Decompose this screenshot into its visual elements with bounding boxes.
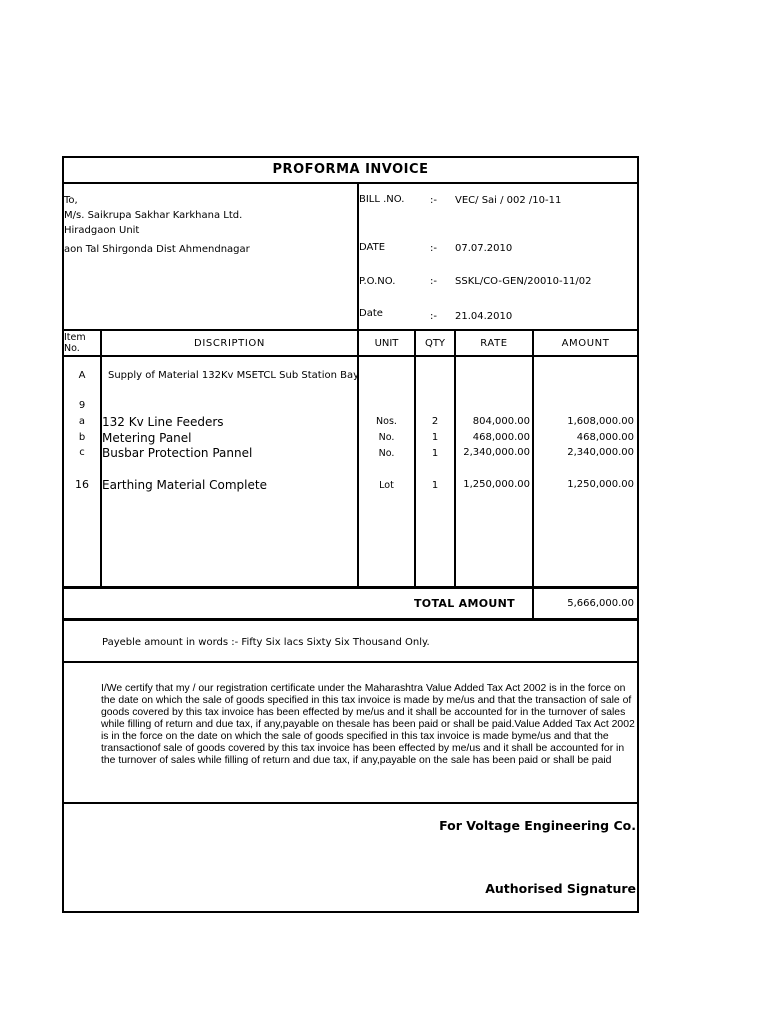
title-divider [62, 182, 639, 184]
border-top [62, 156, 639, 158]
row-description: Busbar Protection Pannel [102, 446, 253, 460]
row-item: 16 [75, 478, 89, 491]
bill-no-value: VEC/ Sai / 002 /10-11 [455, 195, 562, 206]
date-label: DATE [359, 242, 386, 253]
border-bottom [62, 911, 639, 913]
invoice-title: PROFORMA INVOICE [272, 162, 429, 177]
certification-text: I/We certify that my / our registration certificate under the Maharashtra Value Added Tax Act 2002 is in the force on the date on which the sale of goods specified in this tax invoice is made by me/us and that the transaction of sale of goods covered by this tax invoice has been effected by me/us and it shall be accounted for in the turnover of sales while filling of return and due tax, if any,payable on thesale has been paid or shall be paid.Value Added Tax Act 2002 is in the force on the date on which the sale of goods specified in this tax invoice is made byme/us and that the transactionof sale of goods covered by this tax invoice has been effected by me/us and it shall be accounted for in the turnover of sales while filling of return and due tax, if any,payable on the sale has been paid or shall be paid [101, 683, 635, 766]
row-description: 132 Kv Line Feeders [102, 415, 224, 429]
bill-no-sep: :- [430, 195, 437, 206]
row-amount: 468,000.00 [576, 432, 634, 443]
bill-no-label: BILL .NO. [359, 194, 405, 205]
row-description: Earthing Material Complete [102, 478, 267, 492]
row-amount: 1,250,000.00 [567, 479, 634, 490]
header-top-divider [62, 329, 639, 331]
total-bottom-divider [62, 618, 639, 621]
table-bottom-divider [62, 586, 639, 589]
company-signoff: For Voltage Engineering Co. [439, 818, 636, 833]
section-item: A [78, 370, 86, 381]
header-description: DISCRIPTION [194, 338, 265, 349]
header-unit: UNIT [374, 338, 399, 349]
po-no-value: SSKL/CO-GEN/20010-11/02 [455, 276, 592, 287]
row-rate: 1,250,000.00 [463, 479, 530, 490]
customer-address: aon Tal Shirgonda Dist Ahmendnagar [64, 244, 250, 255]
customer-unit: Hiradgaon Unit [64, 225, 140, 236]
border-left [62, 156, 64, 913]
authorised-signature: Authorised Signature [485, 881, 636, 896]
row-unit: No. [378, 432, 395, 443]
row-qty: 1 [431, 480, 439, 491]
col-sep-qty [454, 329, 456, 588]
row-rate: 468,000.00 [472, 432, 530, 443]
header-item-no: Item No. [64, 332, 86, 354]
po-date-label: Date [359, 308, 383, 319]
date-value: 07.07.2010 [455, 243, 513, 254]
row-qty: 2 [431, 416, 439, 427]
header-qty: QTY [424, 338, 446, 349]
border-right [637, 156, 639, 913]
row-rate: 2,340,000.00 [463, 447, 530, 458]
words-bottom-divider [62, 661, 639, 663]
row-description: Metering Panel [102, 431, 192, 445]
row-item: b [78, 432, 86, 443]
total-amount-label: TOTAL AMOUNT [414, 597, 515, 610]
total-amount-value: 5,666,000.00 [567, 598, 634, 609]
row-item: a [78, 416, 86, 427]
po-no-label: P.O.NO. [359, 276, 396, 287]
amount-in-words: Payeble amount in words :- Fifty Six lacs Sixty Six Thousand Only. [102, 637, 430, 648]
row-rate: 804,000.00 [472, 416, 530, 427]
po-no-sep: :- [430, 276, 437, 287]
row-unit: Lot [379, 480, 394, 491]
row-unit: No. [378, 448, 395, 459]
po-date-sep: :- [430, 311, 437, 322]
row-item: c [79, 447, 85, 458]
po-date-value: 21.04.2010 [455, 311, 513, 322]
row-unit: Nos. [376, 416, 397, 427]
cert-bottom-divider [62, 802, 639, 804]
row-amount: 1,608,000.00 [567, 416, 634, 427]
section-description: Supply of Material 132Kv MSETCL Sub Station Bay [108, 370, 360, 381]
header-rate: RATE [480, 338, 508, 349]
customer-name: M/s. Saikrupa Sakhar Karkhana Ltd. [64, 210, 243, 221]
header-amount: AMOUNT [561, 338, 610, 349]
col-sep-rate [532, 329, 534, 588]
row-amount: 2,340,000.00 [567, 447, 634, 458]
header-bottom-divider [62, 355, 639, 357]
date-sep: :- [430, 243, 437, 254]
group-number: 9 [78, 400, 86, 411]
row-qty: 1 [431, 448, 439, 459]
to-line: To, [64, 195, 78, 206]
row-qty: 1 [431, 432, 439, 443]
